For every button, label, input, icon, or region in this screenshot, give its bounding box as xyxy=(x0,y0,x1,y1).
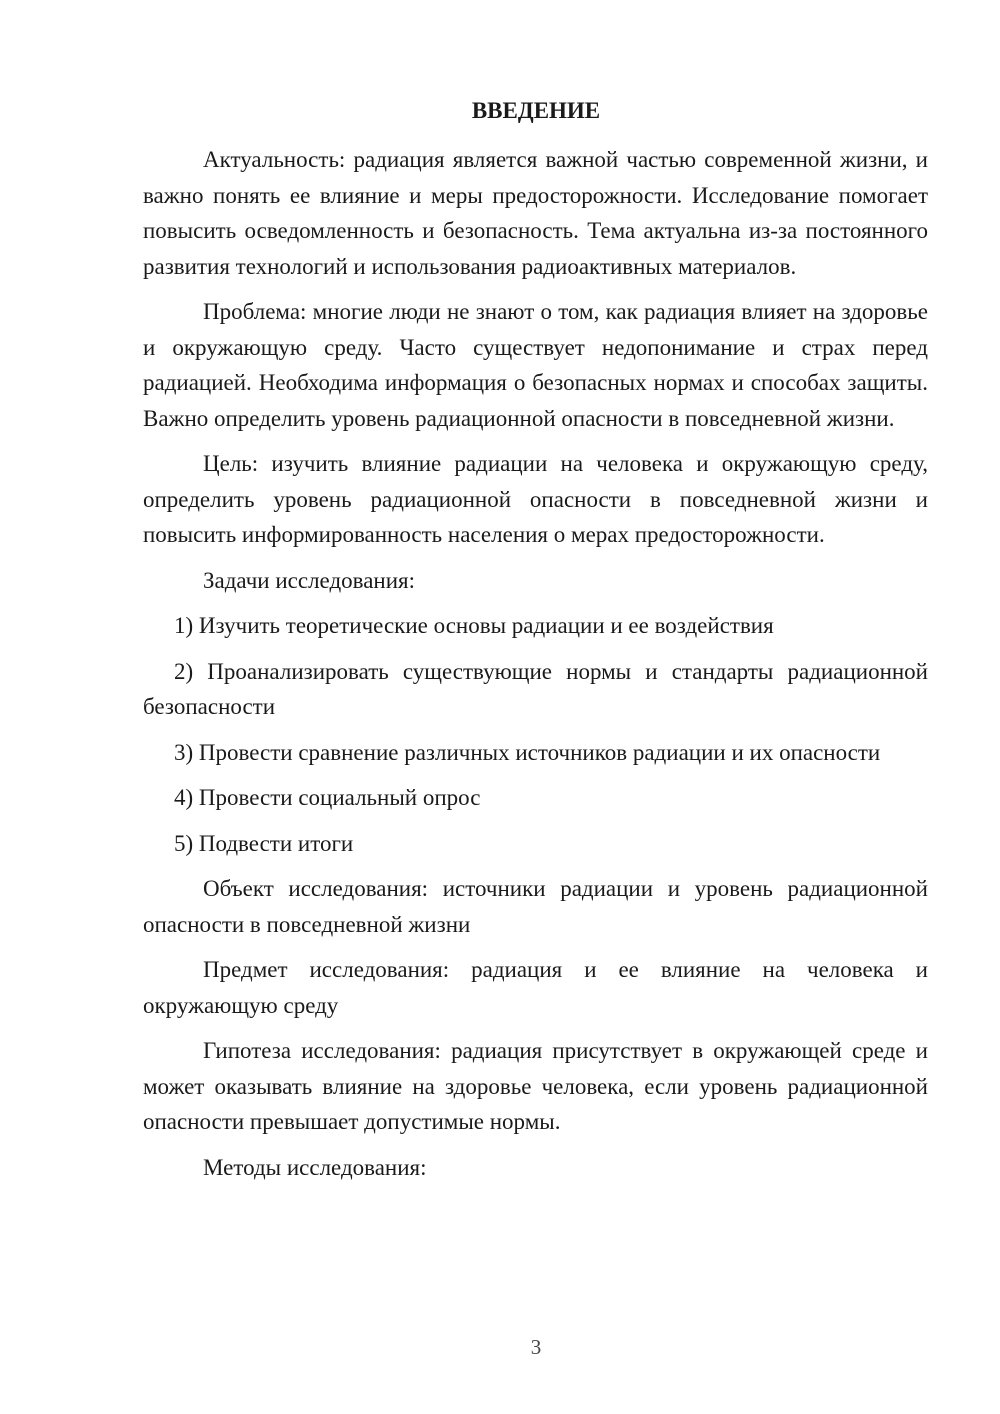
task-item: 2) Проанализировать существующие нормы и стандарты радиационной безопасности xyxy=(143,658,928,719)
document-body xyxy=(143,142,928,1195)
paragraph-relevance: Актуальность: радиация является важной частью современной жизни, и важно понять ее влияние и меры предосторожности. Исследование помогает повысить осведомленность и безопасность. Тема актуальна из-за постоянного развития технологий и использования радиоактивных материалов. xyxy=(143,147,928,279)
paragraph-subject: Предмет исследования: радиация и ее влияние на человека и окружающую среду xyxy=(143,957,928,1018)
task-item: 4) Провести социальный опрос xyxy=(174,785,481,810)
paragraph-hypothesis: Гипотеза исследования: радиация присутствует в окружающей среде и может оказывать влияние на здоровье человека, если уровень радиационной опасности превышает допустимые нормы. xyxy=(143,1038,928,1134)
paragraph-methods: Методы исследования: xyxy=(203,1154,427,1180)
task-item: 5) Подвести итоги xyxy=(174,830,354,856)
paragraph-goal: Цель: изучить влияние радиации на человека и окружающую среду, определить уровень радиационной опасности в повседневной жизни и повысить информированность населения о мерах предосторожности. xyxy=(143,451,928,547)
paragraph-object: Объект исследования: источники радиации и уровень радиационной опасности в повседневной жизни xyxy=(143,876,928,937)
paragraph-tasks-title: Задачи исследования: xyxy=(203,567,416,593)
paragraph-problem: Проблема: многие люди не знают о том, как радиация влияет на здоровье и окружающую среду. Часто существует недопонимание и страх перед радиацией. Необходима информация о безопасных нормах и способах защиты. Важно определить уровень радиационной опасности в повседневной жизни. xyxy=(143,299,928,431)
page-number: 3 xyxy=(530,1335,542,1359)
task-item: 3) Провести сравнение различных источников радиации и их опасности xyxy=(174,739,881,765)
section-heading: ВВЕДЕНИЕ xyxy=(471,98,601,123)
task-item: 1) Изучить теоретические основы радиации и ее воздействия xyxy=(174,613,774,638)
